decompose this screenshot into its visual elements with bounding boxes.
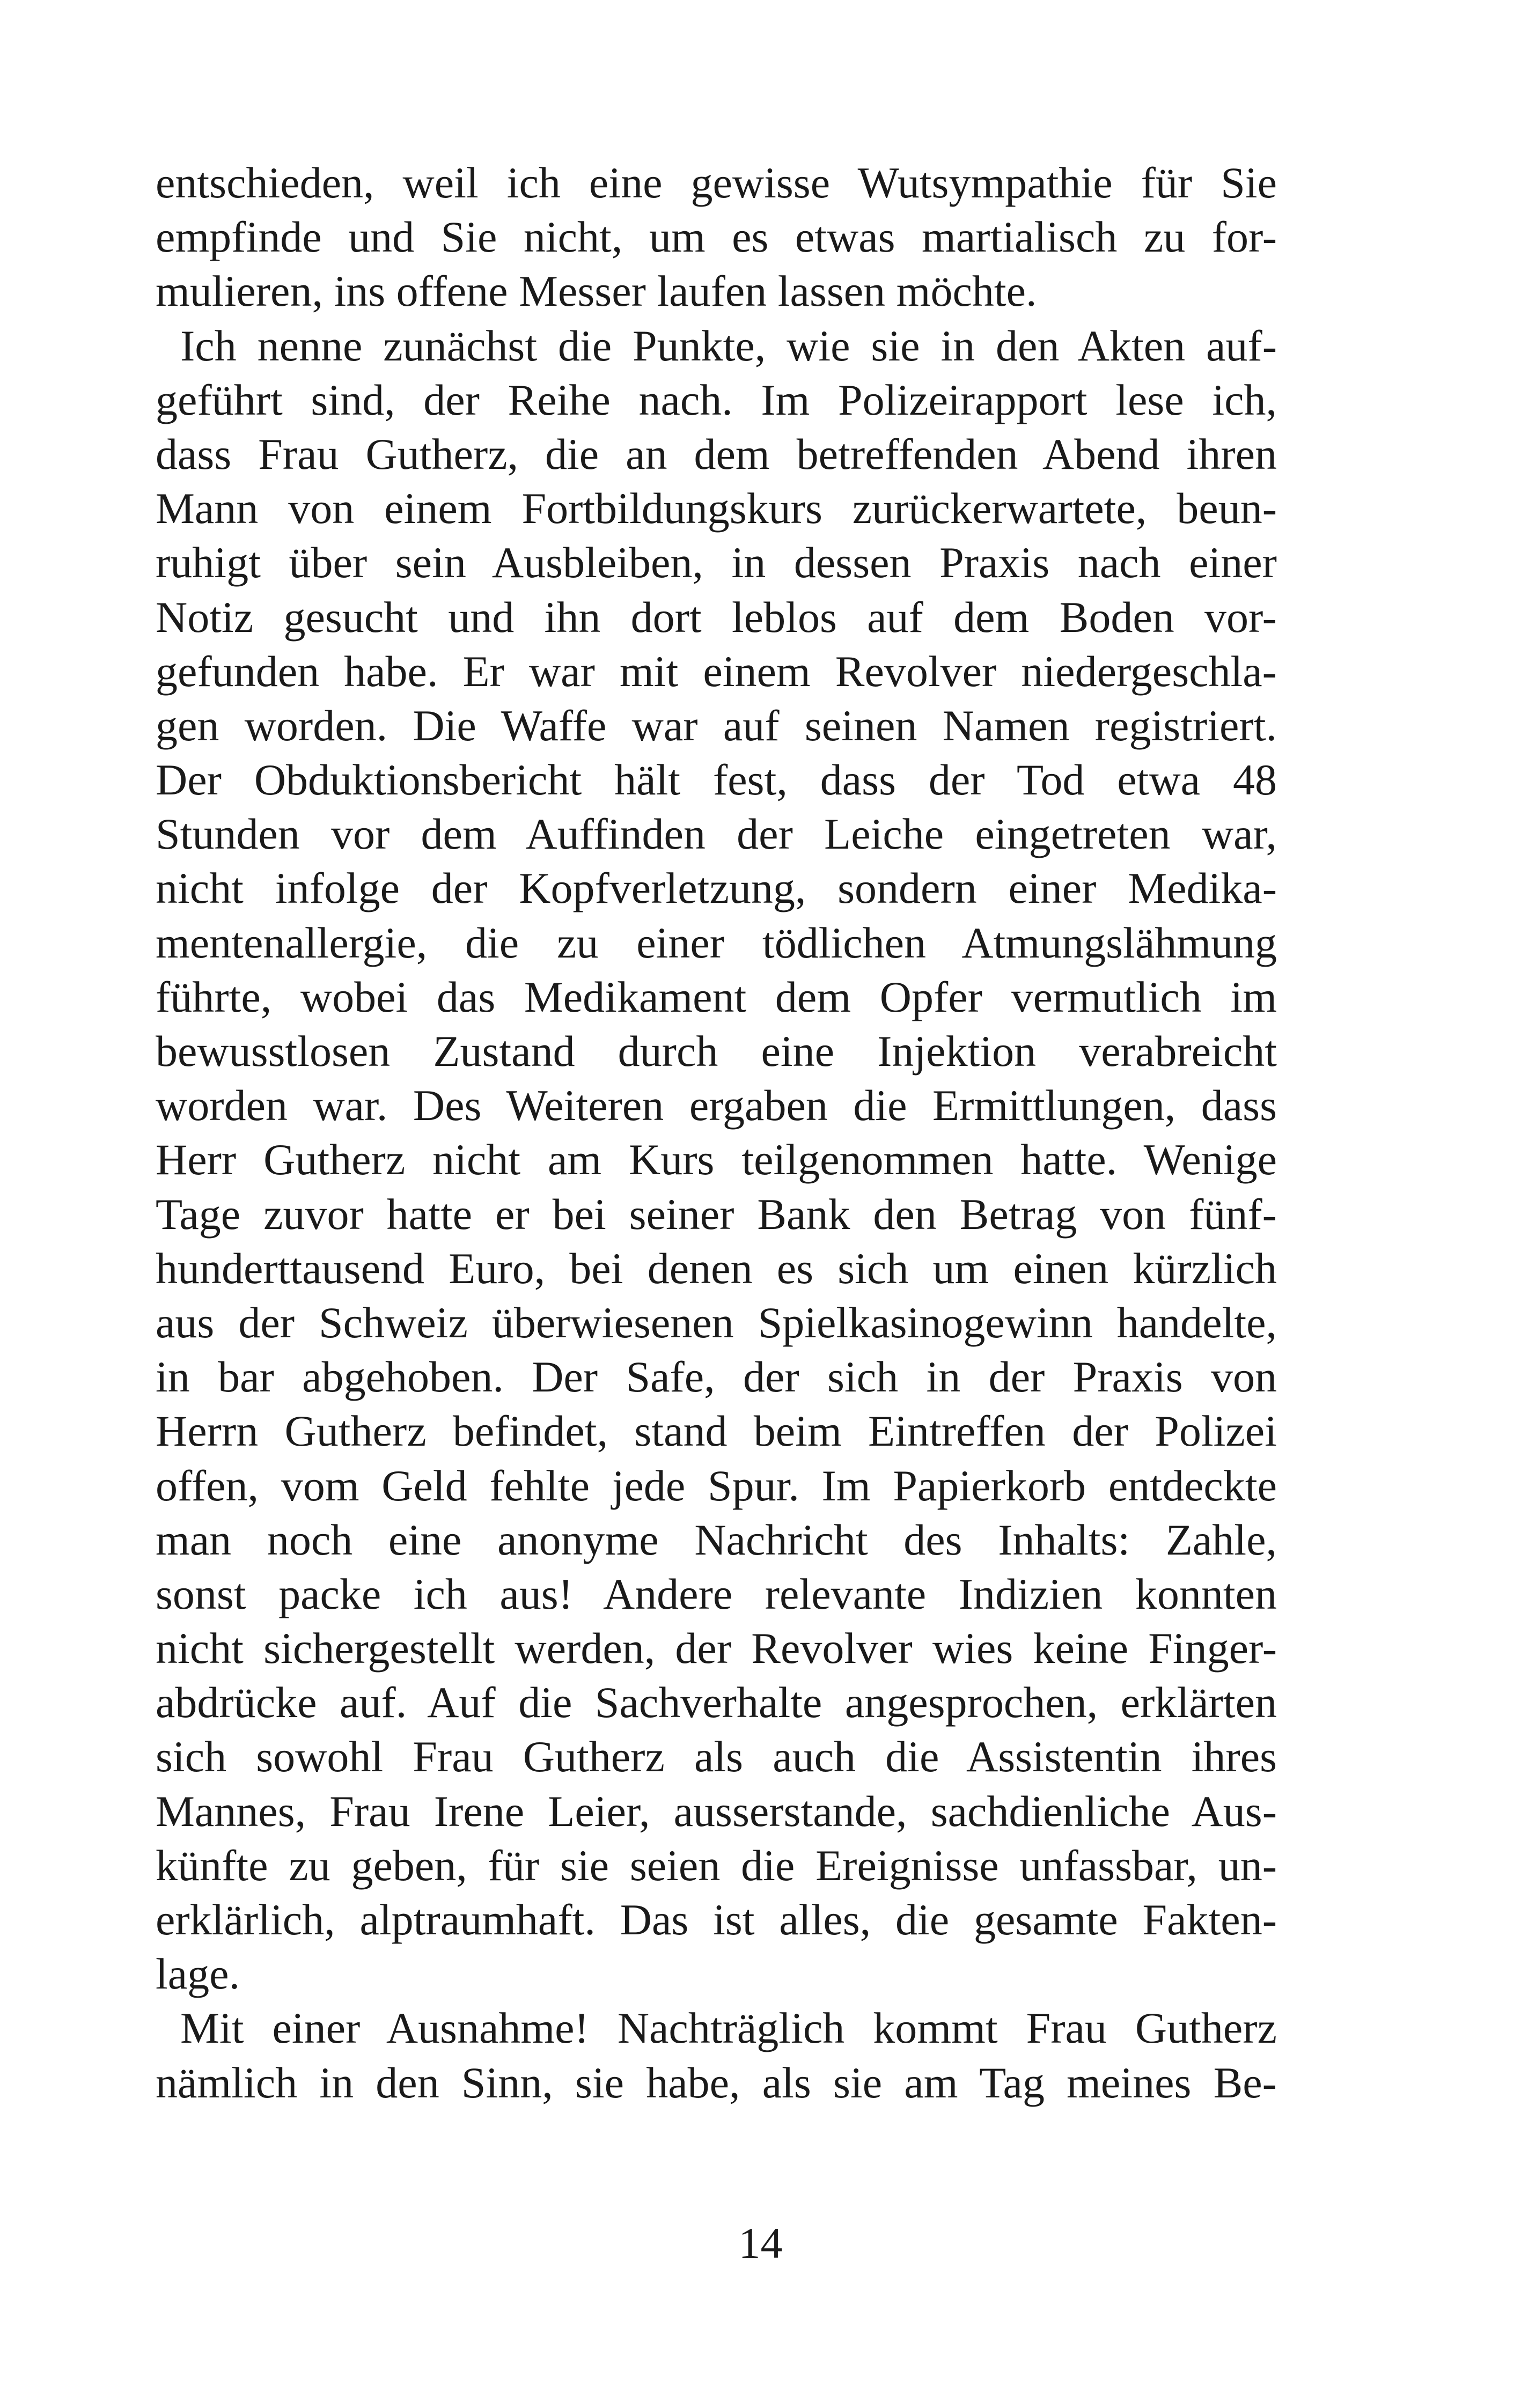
text-line: mentenallergie, die zu einer tödlichen Atmungslähmung [156,918,1277,967]
text-line: Herrn Gutherz befindet, stand beim Eintreffen der Polizei [156,1406,1277,1456]
text-line: dass Frau Gutherz, die an dem betreffenden Abend ihren [156,429,1277,478]
text-line: sich sowohl Frau Gutherz als auch die Assistentin ihres [156,1732,1277,1781]
text-line: hunderttausend Euro, bei denen es sich um einen kürzlich [156,1243,1277,1293]
text-line: erklärlich, alptraumhaft. Das ist alles, die gesamte Fakten- [156,1895,1277,1944]
body-text [156,156,1277,2110]
text-line: gen worden. Die Waffe war auf seinen Namen registriert. [156,701,1277,750]
text-line: nämlich in den Sinn, sie habe, als sie am Tag meines Be- [156,2058,1277,2107]
text-line: aus der Schweiz überwiesenen Spielkasinogewinn handelte, [156,1298,1277,1347]
text-line: lage. [156,1949,240,1999]
text-line: sonst packe ich aus! Andere relevante Indizien konnten [156,1569,1277,1618]
text-line: Stunden vor dem Auffinden der Leiche eingetreten war, [156,809,1277,859]
text-line: führte, wobei das Medikament dem Opfer vermutlich im [156,972,1277,1021]
text-line: Herr Gutherz nicht am Kurs teilgenommen hatte. Wenige [156,1135,1277,1184]
text-line: Notiz gesucht und ihn dort leblos auf dem Boden vor- [156,592,1277,642]
page-number: 14 [738,2219,783,2267]
text-line: gefunden habe. Er war mit einem Revolver niedergeschla- [156,646,1277,696]
text-line: in bar abgehoben. Der Safe, der sich in der Praxis von [156,1352,1277,1402]
text-line: ruhigt über sein Ausbleiben, in dessen Praxis nach einer [156,538,1277,587]
text-line: abdrücke auf. Auf die Sachverhalte angesprochen, erklärten [156,1678,1277,1727]
text-line: entschieden, weil ich eine gewisse Wutsympathie für Sie [156,158,1277,207]
text-line: Mann von einem Fortbildungskurs zurückerwartete, beun- [156,484,1277,533]
text-line: Tage zuvor hatte er bei seiner Bank den Betrag von fünf- [156,1189,1277,1239]
text-line: empfinde und Sie nicht, um es etwas martialisch zu for- [156,212,1277,262]
text-line: geführt sind, der Reihe nach. Im Polizeirapport lese ich, [156,375,1277,424]
text-line: mulieren, ins offene Messer laufen lassen möchte. [156,267,1037,316]
text-line: Der Obduktionsbericht hält fest, dass der Tod etwa 48 [156,755,1277,805]
text-line: bewusstlosen Zustand durch eine Injektion verabreicht [156,1027,1277,1076]
text-line: worden war. Des Weiteren ergaben die Ermittlungen, dass [156,1081,1277,1130]
text-line: Mannes, Frau Irene Leier, ausserstande, sachdienliche Aus- [156,1786,1277,1836]
text-line: nicht sichergestellt werden, der Revolver wies keine Finger- [156,1624,1277,1673]
text-line: man noch eine anonyme Nachricht des Inhalts: Zahle, [156,1515,1277,1564]
text-line: offen, vom Geld fehlte jede Spur. Im Papierkorb entdeckte [156,1461,1277,1510]
text-line: Mit einer Ausnahme! Nachträglich kommt Frau Gutherz [180,2004,1277,2053]
text-line: nicht infolge der Kopfverletzung, sondern einer Medika- [156,864,1277,913]
text-line: Ich nenne zunächst die Punkte, wie sie in den Akten auf- [180,321,1277,370]
text-line: künfte zu geben, für sie seien die Ereignisse unfassbar, un- [156,1840,1277,1890]
